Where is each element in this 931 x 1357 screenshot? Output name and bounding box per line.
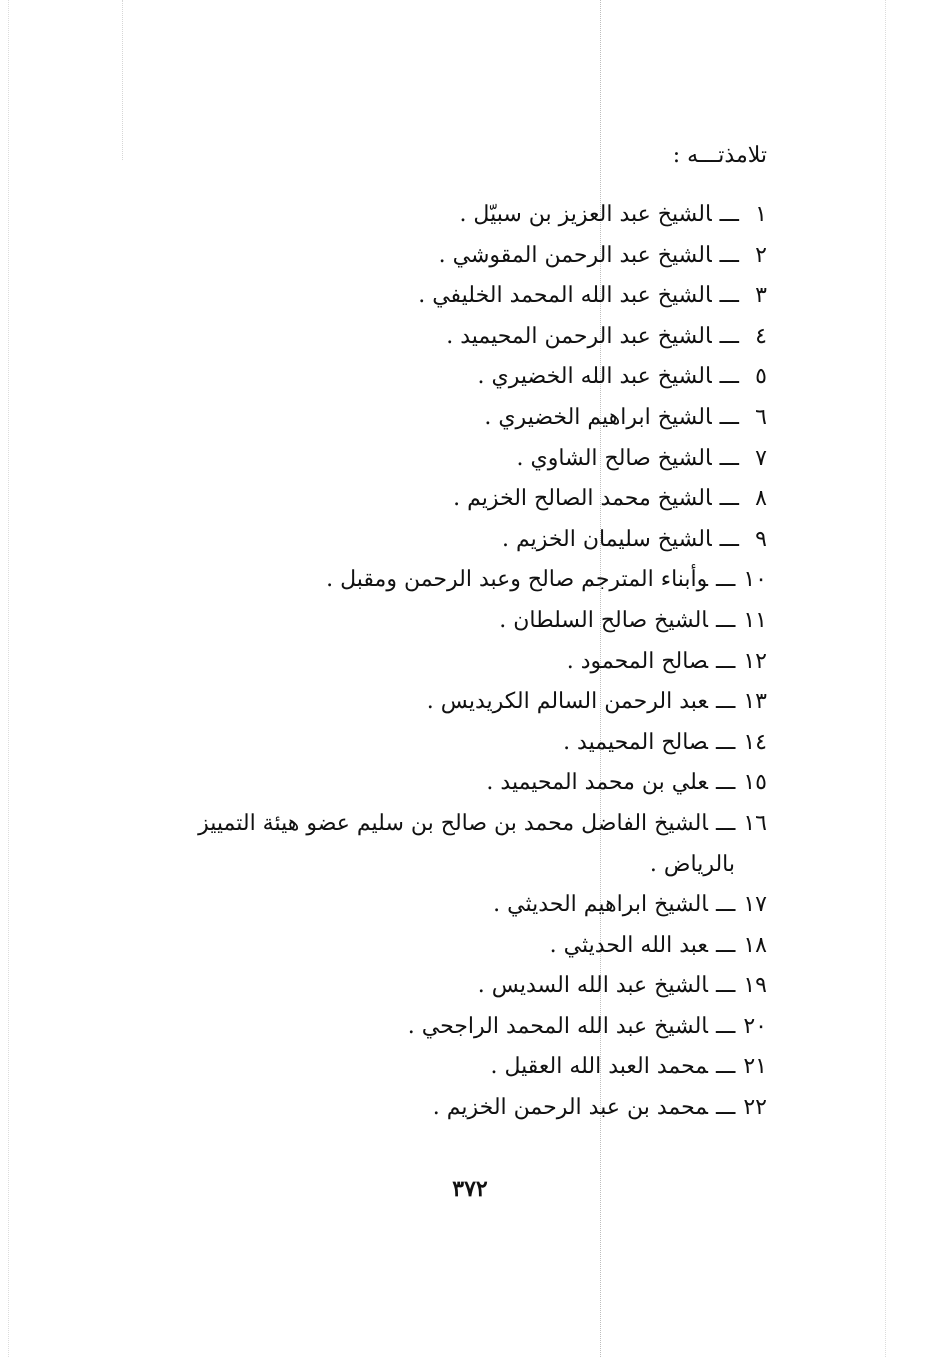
list-item	[32, 1007, 767, 1048]
list-item	[32, 520, 767, 561]
page-number: ٣٧٢	[452, 1176, 488, 1202]
item-number: ١	[755, 202, 767, 227]
item-dash: ـــ	[716, 1013, 736, 1039]
scan-artifact-line	[122, 0, 123, 160]
list-item	[32, 763, 767, 804]
item-number: ١٩	[743, 973, 767, 999]
item-dash: ـــ	[716, 648, 736, 674]
item-number: ١٧	[743, 891, 767, 917]
list-item	[32, 195, 767, 236]
scan-artifact-line	[885, 0, 886, 1357]
item-dash: ـــ	[719, 526, 739, 552]
item-dash: ـــ	[716, 689, 736, 715]
item-number: ١٠	[743, 567, 767, 593]
item-dash: ـــ	[719, 283, 739, 309]
item-text: الشيخ الفاضل محمد بن صالح بن سليم عضو هيئة التمييز	[198, 810, 709, 836]
item-dash: ـــ	[716, 891, 736, 917]
item-text: وأبناء المترجم صالح وعبد الرحمن ومقبل .	[326, 567, 709, 593]
item-text-continuation: بالرياض .	[649, 851, 735, 877]
item-number: ٧	[755, 445, 767, 471]
item-number: ٢٠	[743, 1013, 767, 1039]
list-item	[32, 479, 767, 520]
item-dash: ـــ	[719, 202, 739, 227]
item-text: محمد بن عبد الرحمن الخزيم .	[432, 1094, 709, 1120]
list-item	[32, 317, 767, 358]
item-text: علي بن محمد المحيميد .	[486, 770, 709, 796]
list-item	[32, 236, 767, 277]
item-dash: ـــ	[716, 932, 736, 958]
item-number: ١٢	[743, 648, 767, 674]
item-text: عبد الله الحديثي .	[549, 932, 709, 958]
item-text: الشيخ عبد الله المحمد الراجحي .	[407, 1013, 709, 1039]
list-item	[32, 723, 767, 764]
item-number: ١٤	[743, 729, 767, 755]
item-text: الشيخ محمد الصالح الخزيم .	[453, 486, 712, 512]
list-item	[32, 398, 767, 439]
item-text: الشيخ عبد الله المحمد الخليفي .	[418, 283, 712, 309]
item-text: صالح المحمود .	[566, 648, 709, 674]
item-number: ٤	[755, 323, 767, 349]
list-item	[32, 1047, 767, 1088]
list-item	[32, 804, 767, 885]
item-dash: ـــ	[716, 810, 736, 836]
list-item	[32, 439, 767, 480]
item-number: ٢	[755, 242, 767, 268]
item-dash: ـــ	[719, 323, 739, 349]
item-number: ٥	[755, 364, 767, 390]
list-item	[32, 926, 767, 967]
item-dash: ـــ	[719, 445, 739, 471]
list-item	[32, 560, 767, 601]
list-item	[32, 966, 767, 1007]
item-text: الشيخ ابراهيم الخضيري .	[484, 404, 712, 430]
item-number: ٦	[755, 404, 767, 430]
item-number: ٩	[755, 526, 767, 552]
list-item	[32, 601, 767, 642]
item-text: الشيخ ابراهيم الحديثي .	[493, 891, 709, 917]
item-dash: ـــ	[716, 729, 736, 755]
item-dash: ـــ	[719, 242, 739, 268]
item-number: ١٦	[743, 810, 767, 836]
item-number: ١١	[743, 607, 767, 633]
scan-artifact-line	[8, 0, 9, 1357]
item-text: الشيخ عبد الرحمن المحيميد .	[446, 323, 712, 349]
item-text: الشيخ عبد الله السديس .	[477, 973, 709, 999]
item-text: الشيخ صالح الشاوي .	[516, 445, 712, 471]
item-dash: ـــ	[716, 1054, 736, 1080]
item-dash: ـــ	[716, 973, 736, 999]
item-number: ٢٢	[743, 1094, 767, 1120]
item-text: الشيخ صالح السلطان .	[499, 607, 709, 633]
item-number: ٢١	[743, 1054, 767, 1080]
item-dash: ـــ	[716, 1094, 736, 1120]
list-item	[32, 885, 767, 926]
list-item	[32, 1088, 767, 1129]
item-text: الشيخ سليمان الخزيم .	[501, 526, 712, 552]
list-item	[32, 357, 767, 398]
list-item	[32, 642, 767, 683]
item-dash: ـــ	[719, 404, 739, 430]
list-item	[32, 682, 767, 723]
students-list	[32, 195, 767, 1128]
item-dash: ـــ	[716, 607, 736, 633]
item-dash: ـــ	[719, 486, 739, 512]
item-number: ١٥	[743, 770, 767, 796]
item-number: ١٣	[743, 689, 767, 715]
item-text: الشيخ عبد العزيز بن سبيّل .	[459, 202, 712, 227]
item-dash: ـــ	[716, 770, 736, 796]
item-number: ٣	[755, 283, 767, 309]
item-text: عبد الرحمن السالم الكريديس .	[426, 689, 709, 715]
item-dash: ـــ	[719, 364, 739, 390]
item-text: الشيخ عبد الله الخضيري .	[477, 364, 712, 390]
section-heading: تلامذتـــه :	[672, 143, 767, 168]
item-number: ٨	[755, 486, 767, 512]
item-text: الشيخ عبد الرحمن المقوشي .	[438, 242, 712, 268]
item-text: صالح المحيميد .	[563, 729, 709, 755]
list-item	[32, 276, 767, 317]
item-text: محمد العبد الله العقيل .	[490, 1054, 709, 1080]
item-number: ١٨	[743, 932, 767, 958]
item-dash: ـــ	[716, 567, 736, 593]
